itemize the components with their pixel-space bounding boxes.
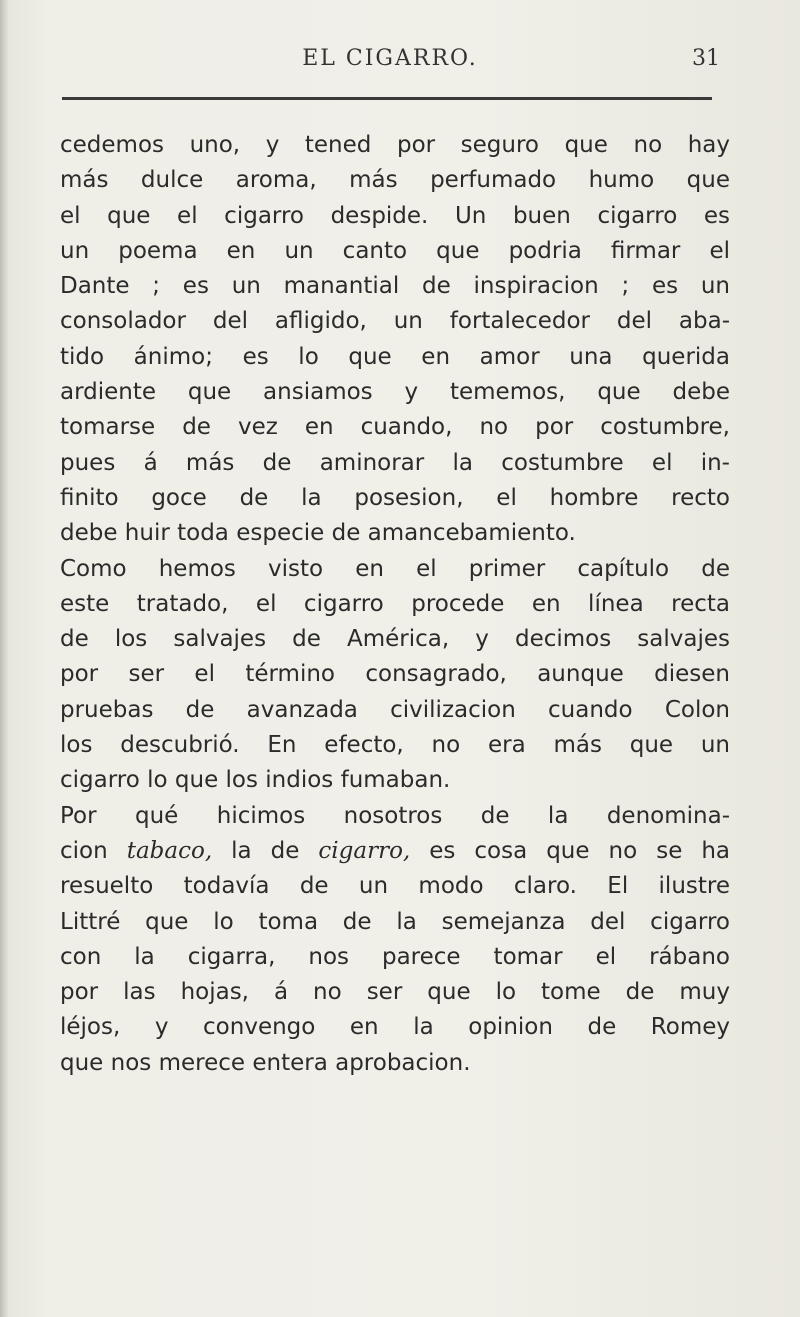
running-head-title: EL CIGARRO. bbox=[302, 46, 478, 71]
text-segment: es cosa que no se ha bbox=[429, 837, 731, 864]
text-line: este tratado, el cigarro procede en línea recta bbox=[60, 590, 730, 617]
text-line: más dulce aroma, más perfumado humo que bbox=[60, 167, 730, 194]
text-line: por las hojas, á no ser que lo tome de muy bbox=[60, 979, 730, 1006]
text-line: debe huir toda especie de amancebamiento. bbox=[60, 520, 576, 547]
body-text bbox=[60, 128, 730, 1081]
text-line: Dante ; es un manantial de inspiracion ; es un bbox=[60, 273, 730, 300]
text-line: Por qué hicimos nosotros de la denomina- bbox=[60, 802, 730, 829]
text-line: ardiente que ansiamos y tememos, que debe bbox=[60, 379, 730, 406]
text-line: que nos merece entera aprobacion. bbox=[60, 1049, 471, 1076]
text-segment: cion bbox=[60, 837, 108, 864]
text-line: resuelto todavía de un modo claro. El ilustre bbox=[60, 873, 730, 900]
text-line: tomarse de vez en cuando, no por costumbre, bbox=[60, 414, 730, 441]
text-line-mixed bbox=[60, 834, 730, 869]
text-line: por ser el término consagrado, aunque diesen bbox=[60, 661, 730, 688]
italic-term: cigarro, bbox=[318, 837, 411, 864]
text-line: pruebas de avanzada civilizacion cuando Colon bbox=[60, 696, 730, 723]
text-line: pues á más de aminorar la costumbre el in- bbox=[60, 449, 730, 476]
page-number: 31 bbox=[692, 46, 720, 71]
header-rule bbox=[62, 97, 712, 100]
text-line: finito goce de la posesion, el hombre recto bbox=[60, 484, 730, 511]
text-line: Littré que lo toma de la semejanza del cigarro bbox=[60, 908, 730, 935]
page-edge-shadow bbox=[0, 0, 9, 1317]
text-line: los descubrió. En efecto, no era más que un bbox=[60, 732, 730, 759]
running-head bbox=[60, 46, 720, 82]
text-line: cigarro lo que los indios fumaban. bbox=[60, 767, 451, 794]
text-segment: la de bbox=[231, 837, 300, 864]
text-line: cedemos uno, y tened por seguro que no hay bbox=[60, 132, 730, 158]
text-line: el que el cigarro despide. Un buen cigarro es bbox=[60, 202, 730, 229]
text-line: un poema en un canto que podria firmar el bbox=[60, 237, 730, 264]
text-line: de los salvajes de América, y decimos salvajes bbox=[60, 626, 730, 653]
text-line: con la cigarra, nos parece tomar el rábano bbox=[60, 943, 730, 970]
italic-term: tabaco, bbox=[126, 837, 213, 864]
text-line: consolador del afligido, un fortalecedor del aba- bbox=[60, 308, 730, 335]
text-line: tido ánimo; es lo que en amor una querida bbox=[60, 343, 730, 370]
text-line: léjos, y convengo en la opinion de Romey bbox=[60, 1014, 730, 1041]
text-line: Como hemos visto en el primer capítulo de bbox=[60, 555, 730, 582]
